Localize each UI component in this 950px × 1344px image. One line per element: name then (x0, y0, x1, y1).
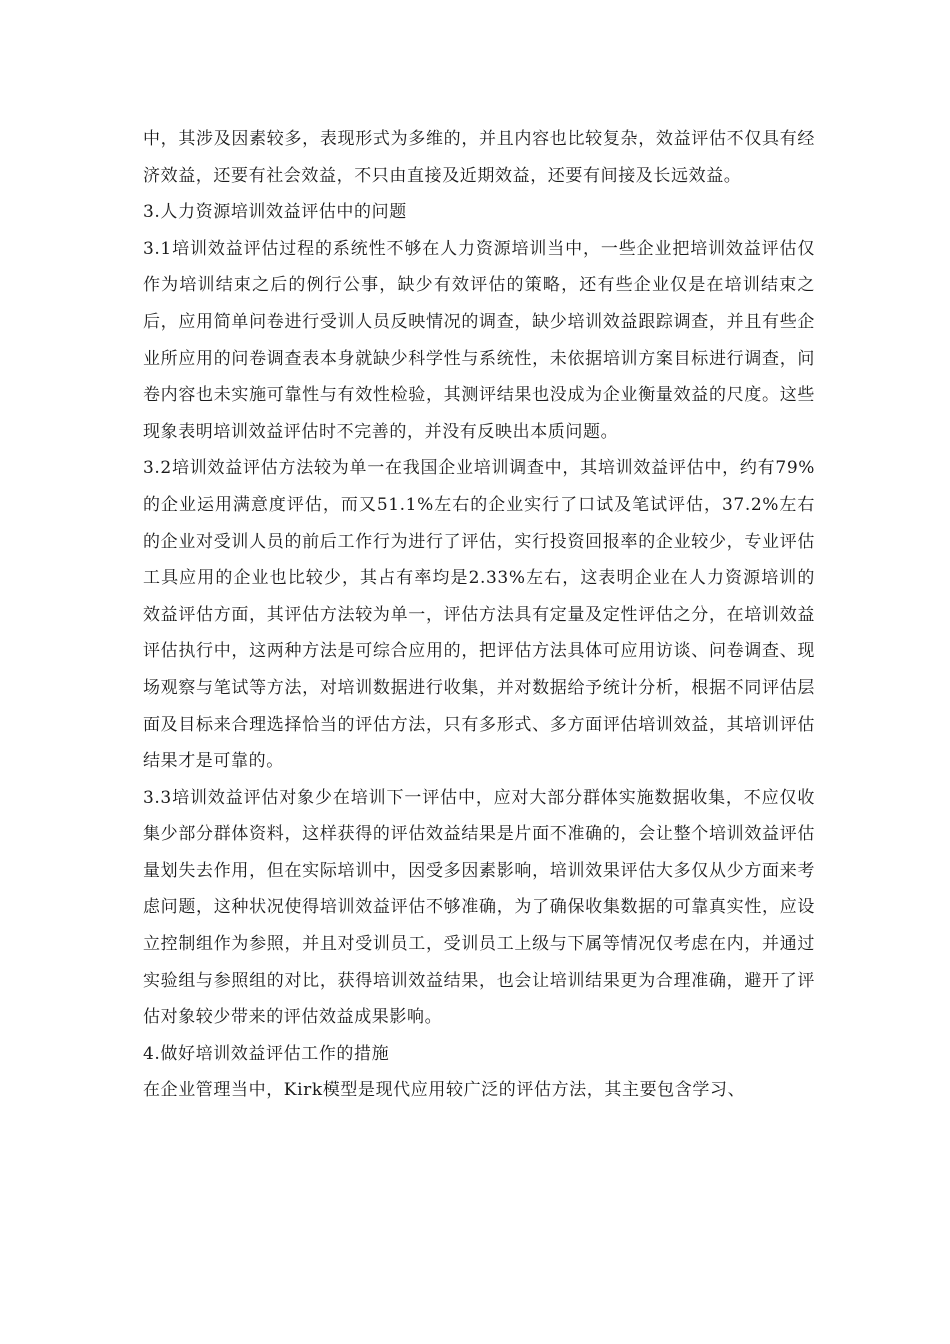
section-heading-4: 4.做好培训效益评估工作的措施 (143, 1043, 390, 1064)
document-body (143, 121, 815, 1109)
paragraph-4-intro: 在企业管理当中，Kirk模型是现代应用较广泛的评估方法，其主要包含学习、 (143, 1080, 746, 1101)
paragraph-3-1: 3.1培训效益评估过程的系统性不够在人力资源培训当中，一些企业把培训效益评估仅作为培训结束之后的例行公事，缺少有效评估的策略，还有些企业仅是在培训结束之后，应用简单问卷进行受训人员反映情况的调查，缺少培训效益跟踪调查，并且有些企业所应用的问卷调查表本身就缺少科学性与系统性，未依据培训方案目标进行调查，问卷内容也未实施可靠性与有效性检验，其测评结果也没成为企业衡量效益的尺度。这些现象表明培训效益评估时不完善的，并没有反映出本质问题。 (143, 238, 815, 442)
section-heading-3: 3.人力资源培训效益评估中的问题 (143, 202, 407, 223)
paragraph-3-3: 3.3培训效益评估对象少在培训下一评估中，应对大部分群体实施数据收集，不应仅收集少部分群体资料，这样获得的评估效益结果是片面不准确的，会让整个培训效益评估量划失去作用，但在实际培训中，因受多因素影响，培训效果评估大多仅从少方面来考虑问题，这种状况使得培训效益评估不够准确，为了确保收集数据的可靠真实性，应设立控制组作为参照，并且对受训员工，受训员工上级与下属等情况仅考虑在内，并通过实验组与参照组的对比，获得培训效益结果，也会让培训结果更为合理准确，避开了评估对象较少带来的评估效益成果影响。 (143, 787, 815, 1028)
paragraph-continuation: 中，其涉及因素较多，表现形式为多维的，并且内容也比较复杂，效益评估不仅具有经济效益，还要有社会效益，不只由直接及近期效益，还要有间接及长远效益。 (143, 129, 815, 186)
paragraph-3-2: 3.2培训效益评估方法较为单一在我国企业培训调查中，其培训效益评估中，约有79%的企业运用满意度评估，而又51.1%左右的企业实行了口试及笔试评估，37.2%左右的企业对受训人员的前后工作行为进行了评估，实行投资回报率的企业较少，专业评估工具应用的企业也比较少，其占有率均是2.33%左右，这表明企业在人力资源培训的效益评估方面，其评估方法较为单一，评估方法具有定量及定性评估之分，在培训效益评估执行中，这两种方法是可综合应用的，把评估方法具体可应用访谈、问卷调查、现场观察与笔试等方法，对培训数据进行收集，并对数据给予统计分析，根据不同评估层面及目标来合理选择恰当的评估方法，只有多形式、多方面评估培训效益，其培训评估结果才是可靠的。 (143, 458, 815, 772)
